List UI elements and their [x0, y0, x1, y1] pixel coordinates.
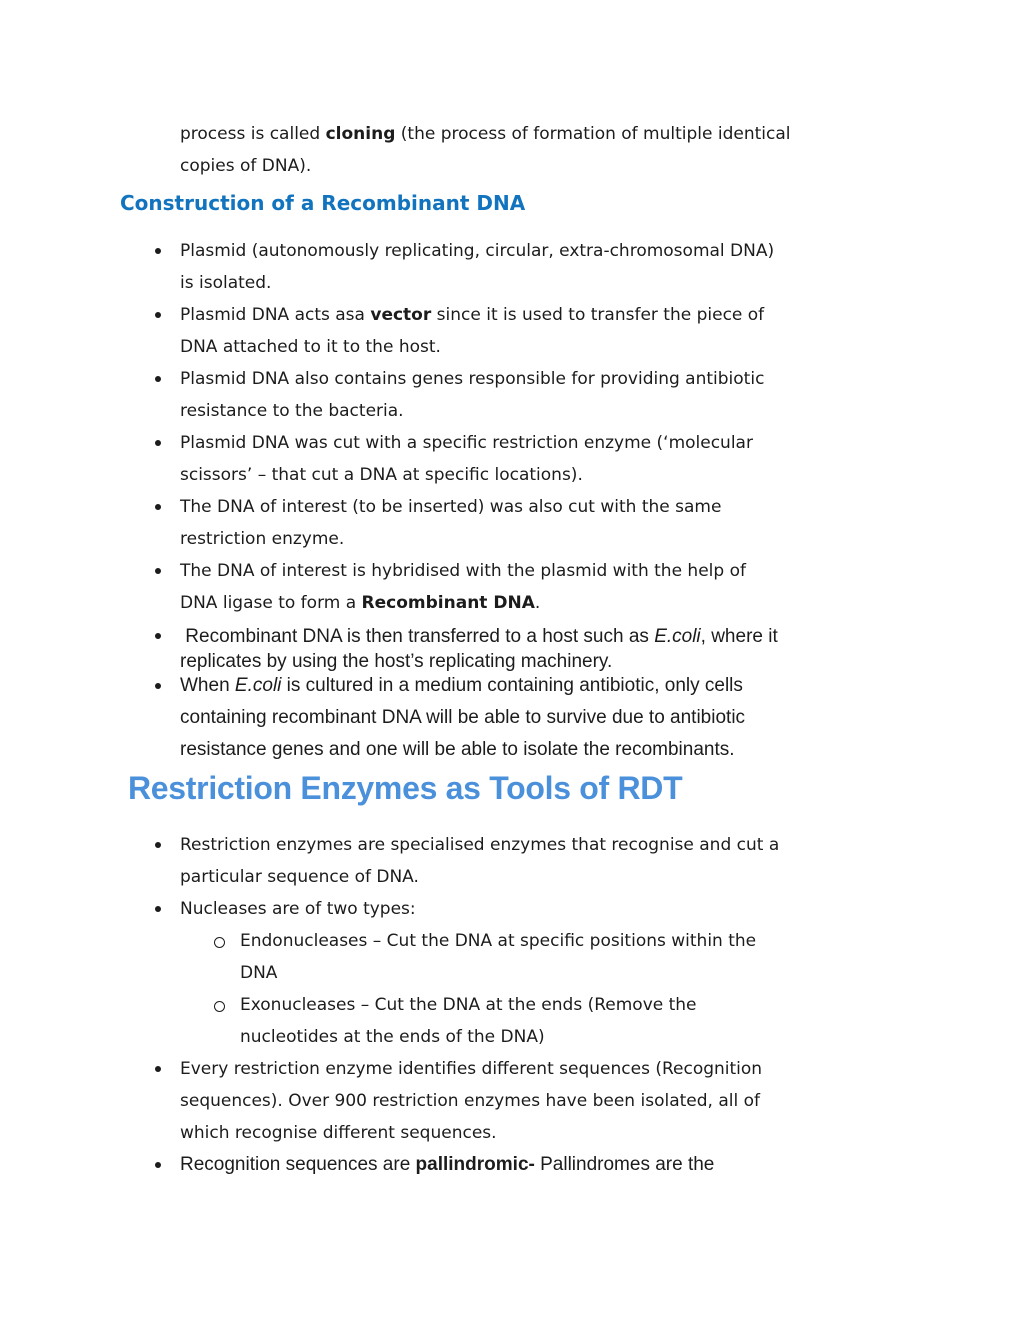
text-segment: . [534, 593, 541, 613]
bullet-disc-icon [155, 1162, 161, 1168]
text-segment: Plasmid DNA also contains genes responsible for providing antibiotic [180, 369, 765, 389]
text-segment: nucleotides at the ends of the DNA) [240, 1027, 545, 1047]
text-segment: Nucleases are of two types: [180, 899, 416, 919]
bullet-disc-icon [155, 906, 161, 912]
text-segment: restriction enzyme. [180, 529, 345, 549]
text-segment: DNA [240, 963, 278, 983]
text-segment: Plasmid (autonomously replicating, circular, extra-chromosomal DNA) [180, 241, 775, 261]
text-segment: resistance to the bacteria. [180, 401, 404, 421]
nested-bullet-list [180, 925, 930, 1053]
intro-paragraph [180, 118, 930, 182]
text-segment: sequences). Over 900 restriction enzymes have been isolated, all of [180, 1091, 760, 1111]
section-heading: Construction of a Recombinant DNA [120, 191, 526, 215]
italic-text: E.coli [654, 626, 701, 647]
bullet-disc-icon [155, 842, 161, 848]
bold-text: Recombinant DNA [361, 593, 535, 613]
text-segment: resistance genes and one will be able to isolate the recombinants. [180, 739, 735, 760]
bullet-disc-icon [155, 568, 161, 574]
text-segment: process is called [180, 124, 326, 144]
text-line [180, 235, 930, 267]
text-line [180, 624, 930, 649]
bullet-disc-icon [155, 376, 161, 382]
text-segment: since it is used to transfer the piece of [431, 305, 765, 325]
bullet-disc-icon [155, 683, 161, 689]
text-segment: particular sequence of DNA. [180, 867, 419, 887]
text-line [180, 267, 930, 299]
list-item [120, 1149, 930, 1181]
text-segment: Plasmid DNA acts asa [180, 305, 371, 325]
bullet-disc-icon [155, 633, 161, 639]
list-item [120, 670, 930, 766]
text-segment: scissors’ – that cut a DNA at specific locations). [180, 465, 583, 485]
text-segment: which recognise different sequences. [180, 1123, 497, 1143]
text-segment: Pallindromes are the [534, 1154, 715, 1175]
text-segment: Restriction enzymes are specialised enzymes that recognise and cut a [180, 835, 780, 855]
list-item [180, 989, 930, 1053]
text-line [180, 491, 930, 523]
text-segment: containing recombinant DNA will be able to survive due to antibiotic [180, 707, 746, 728]
list-item [120, 363, 930, 427]
bold-text: vector [370, 305, 432, 325]
bullet-disc-icon [155, 440, 161, 446]
restriction-bullet-list [120, 829, 930, 1181]
bullet-disc-icon [155, 504, 161, 510]
text-segment: replicates by using the host’s replicating machinery. [180, 651, 613, 672]
text-segment: The DNA of interest (to be inserted) was also cut with the same [180, 497, 722, 517]
text-line [180, 150, 930, 182]
text-line [180, 427, 930, 459]
construction-bullet-list [120, 235, 930, 766]
text-line [240, 989, 930, 1021]
text-segment: Every restriction enzyme identifies different sequences (Recognition [180, 1059, 763, 1079]
text-line [180, 829, 930, 861]
bold-text: cloning [325, 124, 396, 144]
text-segment: When [180, 675, 235, 696]
text-segment: , where it [700, 626, 778, 647]
list-item [120, 491, 930, 555]
list-item [120, 299, 930, 363]
text-segment: is isolated. [180, 273, 272, 293]
bullet-disc-icon [155, 248, 161, 254]
text-line [180, 395, 930, 427]
text-line [180, 1085, 930, 1117]
list-item [120, 624, 930, 674]
list-item [120, 1053, 930, 1149]
list-item [120, 555, 930, 619]
list-item [180, 925, 930, 989]
text-segment: is cultured in a medium containing antibiotic, only cells [281, 675, 743, 696]
text-line [180, 331, 930, 363]
text-line [180, 523, 930, 555]
text-line [180, 1053, 930, 1085]
text-segment: The DNA of interest is hybridised with the plasmid with the help of [180, 561, 746, 581]
text-segment: Endonucleases – Cut the DNA at specific positions within the [240, 931, 757, 951]
list-item [120, 829, 930, 893]
bullet-circle-icon [214, 937, 225, 948]
list-item [120, 893, 930, 1053]
text-line [180, 1149, 930, 1181]
text-segment: Exonucleases – Cut the DNA at the ends (Remove the [240, 995, 697, 1015]
text-segment: (the process of formation of multiple identical [395, 124, 791, 144]
list-item [120, 427, 930, 491]
text-line [180, 587, 930, 619]
text-line [180, 299, 930, 331]
text-line [180, 861, 930, 893]
text-segment: Recognition sequences are [180, 1154, 416, 1175]
bold-text: pallindromic- [415, 1154, 535, 1175]
text-line [180, 1117, 930, 1149]
text-line [240, 1021, 930, 1053]
text-line [180, 118, 930, 150]
text-segment: DNA attached to it to the host. [180, 337, 441, 357]
text-segment: copies of DNA). [180, 156, 312, 176]
list-item [120, 235, 930, 299]
text-line [240, 925, 930, 957]
text-line [180, 670, 930, 702]
main-heading: Restriction Enzymes as Tools of RDT [128, 770, 683, 806]
text-line [180, 702, 930, 734]
bullet-circle-icon [214, 1001, 225, 1012]
italic-text: E.coli [234, 675, 282, 696]
text-segment: Recombinant DNA is then transferred to a host such as [180, 626, 655, 647]
text-line [240, 957, 930, 989]
text-line [180, 363, 930, 395]
bullet-disc-icon [155, 1066, 161, 1072]
text-line [180, 555, 930, 587]
text-segment: Plasmid DNA was cut with a specific restriction enzyme (‘molecular [180, 433, 753, 453]
text-line [180, 734, 930, 766]
bullet-disc-icon [155, 312, 161, 318]
text-segment: DNA ligase to form a [180, 593, 362, 613]
text-line [180, 459, 930, 491]
text-line [180, 893, 930, 925]
